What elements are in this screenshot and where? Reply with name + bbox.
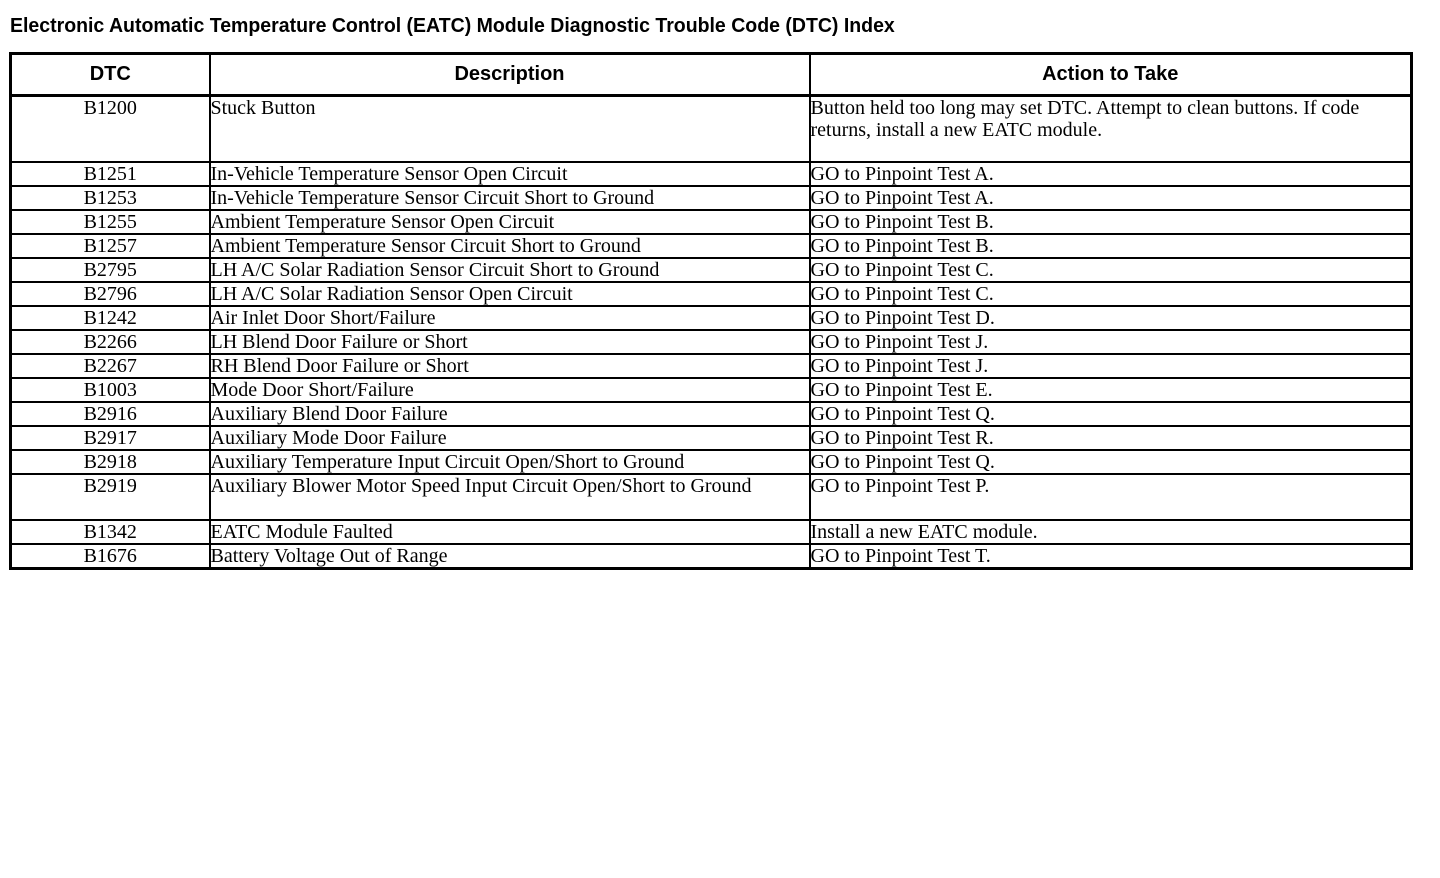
dtc-description: LH A/C Solar Radiation Sensor Circuit Short to Ground (210, 258, 810, 282)
dtc-action: GO to Pinpoint Test A. (810, 186, 1412, 210)
dtc-description: LH A/C Solar Radiation Sensor Open Circuit (210, 282, 810, 306)
dtc-action: GO to Pinpoint Test J. (810, 354, 1412, 378)
table-row (11, 378, 1412, 402)
dtc-description: RH Blend Door Failure or Short (210, 354, 810, 378)
dtc-description: EATC Module Faulted (210, 520, 810, 544)
dtc-description: Auxiliary Blend Door Failure (210, 402, 810, 426)
table-row (11, 520, 1412, 544)
dtc-code: B2919 (11, 474, 210, 520)
dtc-action: Install a new EATC module. (810, 520, 1412, 544)
dtc-description: LH Blend Door Failure or Short (210, 330, 810, 354)
dtc-action: Button held too long may set DTC. Attempt to clean buttons. If code returns, install a new EATC module. (810, 96, 1412, 163)
dtc-code: B2795 (11, 258, 210, 282)
dtc-code: B1003 (11, 378, 210, 402)
dtc-description: Auxiliary Temperature Input Circuit Open/Short to Ground (210, 450, 810, 474)
dtc-description: In-Vehicle Temperature Sensor Circuit Short to Ground (210, 186, 810, 210)
dtc-code: B1251 (11, 162, 210, 186)
table-row (11, 210, 1412, 234)
dtc-description: Air Inlet Door Short/Failure (210, 306, 810, 330)
dtc-code: B1257 (11, 234, 210, 258)
column-header-action: Action to Take (810, 54, 1412, 96)
dtc-action: GO to Pinpoint Test C. (810, 258, 1412, 282)
dtc-description: Auxiliary Blower Motor Speed Input Circuit Open/Short to Ground (210, 474, 810, 520)
dtc-action: GO to Pinpoint Test R. (810, 426, 1412, 450)
dtc-code: B1255 (11, 210, 210, 234)
dtc-code: B2796 (11, 282, 210, 306)
table-row (11, 96, 1412, 163)
dtc-code: B1253 (11, 186, 210, 210)
dtc-action: GO to Pinpoint Test B. (810, 210, 1412, 234)
dtc-description: In-Vehicle Temperature Sensor Open Circuit (210, 162, 810, 186)
dtc-code: B1242 (11, 306, 210, 330)
dtc-code: B1342 (11, 520, 210, 544)
dtc-action: GO to Pinpoint Test Q. (810, 450, 1412, 474)
table-row (11, 354, 1412, 378)
dtc-description: Ambient Temperature Sensor Circuit Short to Ground (210, 234, 810, 258)
table-row (11, 234, 1412, 258)
dtc-action: GO to Pinpoint Test T. (810, 544, 1412, 569)
dtc-description: Ambient Temperature Sensor Open Circuit (210, 210, 810, 234)
table-row (11, 544, 1412, 569)
dtc-action: GO to Pinpoint Test B. (810, 234, 1412, 258)
dtc-code: B2917 (11, 426, 210, 450)
column-header-description: Description (210, 54, 810, 96)
document-title: Electronic Automatic Temperature Control (EATC) Module Diagnostic Trouble Code (DTC) Index (10, 15, 895, 37)
dtc-description: Mode Door Short/Failure (210, 378, 810, 402)
dtc-action: GO to Pinpoint Test E. (810, 378, 1412, 402)
dtc-code: B2266 (11, 330, 210, 354)
table-row (11, 306, 1412, 330)
table-row (11, 330, 1412, 354)
dtc-action: GO to Pinpoint Test C. (810, 282, 1412, 306)
table-row (11, 186, 1412, 210)
dtc-action: GO to Pinpoint Test A. (810, 162, 1412, 186)
dtc-code: B2916 (11, 402, 210, 426)
dtc-code: B2918 (11, 450, 210, 474)
dtc-action: GO to Pinpoint Test D. (810, 306, 1412, 330)
dtc-description: Stuck Button (210, 96, 810, 163)
table-header-row (11, 54, 1412, 96)
dtc-code: B1200 (11, 96, 210, 163)
table-row (11, 162, 1412, 186)
dtc-description: Auxiliary Mode Door Failure (210, 426, 810, 450)
table-row (11, 450, 1412, 474)
dtc-action: GO to Pinpoint Test J. (810, 330, 1412, 354)
dtc-action: GO to Pinpoint Test Q. (810, 402, 1412, 426)
table-row (11, 282, 1412, 306)
table-row (11, 426, 1412, 450)
column-header-dtc: DTC (11, 54, 210, 96)
table-row (11, 258, 1412, 282)
dtc-index-table (9, 52, 1413, 570)
dtc-description: Battery Voltage Out of Range (210, 544, 810, 569)
dtc-code: B1676 (11, 544, 210, 569)
dtc-code: B2267 (11, 354, 210, 378)
table-row (11, 474, 1412, 520)
dtc-action: GO to Pinpoint Test P. (810, 474, 1412, 520)
table-row (11, 402, 1412, 426)
